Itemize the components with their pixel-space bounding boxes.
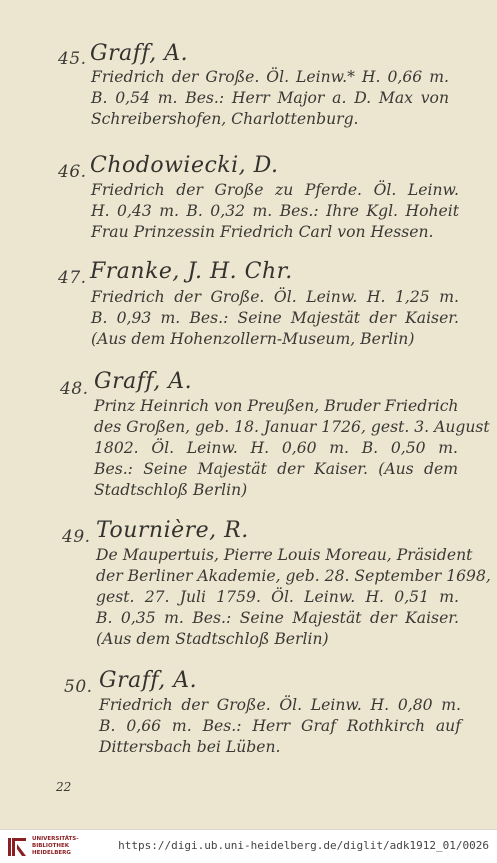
entry-number: 48. (60, 379, 89, 399)
library-name-line: UNIVERSITÄTS- (32, 836, 79, 842)
entry-artist: Tournière, R. (96, 518, 249, 543)
description-line: B. 0,66 m. Bes.: Herr Graf Rothkirch auf (99, 717, 461, 735)
entry-artist: Graff, A. (90, 41, 189, 66)
entry-number: 45. (58, 49, 87, 69)
entry-number: 47. (58, 268, 87, 288)
description-line: gest. 27. Juli 1759. Öl. Leinw. H. 0,51 m. (96, 588, 459, 606)
description-line: (Aus dem Stadtschloß Berlin) (96, 630, 329, 648)
description-line: Stadtschloß Berlin) (94, 481, 248, 499)
description-line: B. 0,93 m. Bes.: Seine Majestät der Kaiser. (91, 309, 459, 327)
description-line: Friedrich der Große. Öl. Leinw. H. 0,80 m. (99, 696, 461, 714)
entry-description (96, 545, 491, 650)
library-name-line: BIBLIOTHEK (32, 843, 70, 849)
description-line: des Großen, geb. 18. Januar 1726, gest. 3. August (94, 418, 490, 436)
description-line: (Aus dem Hohenzollern-Museum, Berlin) (91, 330, 415, 348)
entry-description (91, 67, 449, 130)
description-line: der Berliner Akademie, geb. 28. September 1698, (96, 567, 491, 585)
description-line: Bes.: Seine Majestät der Kaiser. (Aus dem (94, 460, 458, 478)
description-line: B. 0,35 m. Bes.: Seine Majestät der Kaiser. (96, 609, 459, 627)
entry-number: 50. (64, 677, 93, 697)
viewer-footer (0, 829, 497, 863)
entry-artist: Chodowiecki, D. (90, 153, 279, 178)
entry-number: 46. (58, 162, 87, 182)
description-line: Dittersbach bei Lüben. (99, 738, 281, 756)
description-line: B. 0,54 m. Bes.: Herr Major a. D. Max von (91, 89, 449, 107)
library-name (32, 836, 79, 857)
entry-artist: Graff, A. (99, 668, 198, 693)
university-library-logo-icon (6, 835, 30, 859)
permalink-url[interactable]: https://digi.ub.uni-heidelberg.de/diglit/adk1912_01/0026 (118, 839, 489, 852)
entry-description (99, 695, 461, 758)
library-name-line: HEIDELBERG (32, 850, 71, 856)
description-line: 1802. Öl. Leinw. H. 0,60 m. B. 0,50 m. (94, 439, 458, 457)
description-line: Friedrich der Große zu Pferde. Öl. Leinw. (91, 181, 459, 199)
description-line: Friedrich der Große. Öl. Leinw.* H. 0,66 m. (91, 68, 449, 86)
description-line: De Maupertuis, Pierre Louis Moreau, Präsident (96, 546, 473, 564)
description-line: Friedrich der Große. Öl. Leinw. H. 1,25 m. (91, 288, 459, 306)
entry-number: 49. (62, 527, 91, 547)
page-number: 22 (56, 780, 72, 794)
entry-artist: Graff, A. (94, 369, 193, 394)
description-line: Prinz Heinrich von Preußen, Bruder Friedrich (94, 397, 459, 415)
description-line: H. 0,43 m. B. 0,32 m. Bes.: Ihre Kgl. Hoheit (91, 202, 459, 220)
entry-description (91, 287, 459, 350)
description-line: Schreibershofen, Charlottenburg. (91, 110, 359, 128)
description-line: Frau Prinzessin Friedrich Carl von Hessen. (91, 223, 434, 241)
entry-description (91, 180, 459, 243)
entry-description (94, 396, 490, 501)
entry-artist: Franke, J. H. Chr. (90, 259, 293, 284)
